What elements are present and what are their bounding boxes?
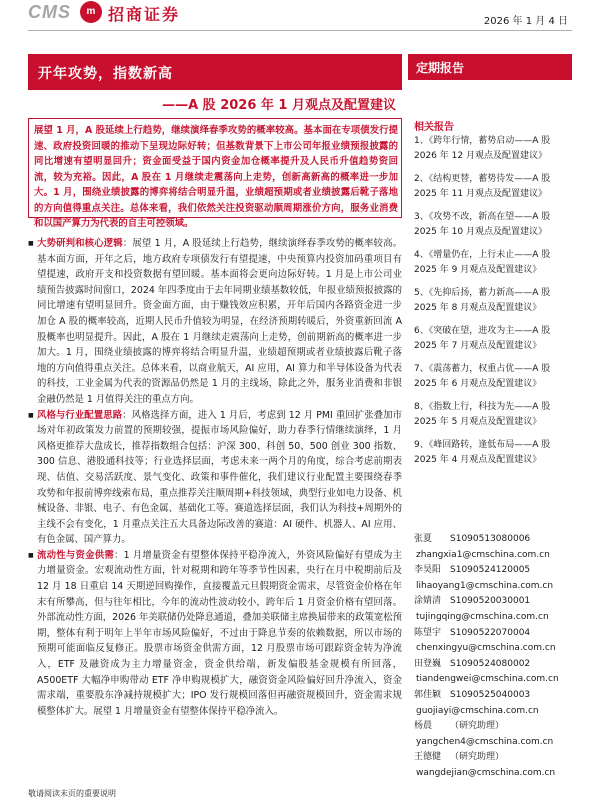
analyst-row	[414, 532, 574, 548]
logo-cn: 招商证券	[108, 5, 181, 24]
related-report-link[interactable]: 8、《指数上行，科技为先——A 股 2025 年 5 月观点及配置建议》	[414, 402, 551, 427]
analyst-email-row	[414, 672, 574, 688]
paragraph-lead: 大势研判和核心逻辑	[37, 238, 123, 249]
analyst-email[interactable]: tiandengwei@cmschina.com.cn	[416, 674, 559, 685]
paragraph-text: ：风格选择方面，进入 1 月后，考虑到 12 月 PMI 重回扩张叠加市场对年初政策发力前置的预期较强，提振市场风险偏好，助力春季行情继续演绎，1 月风格更推荐大盘成长，推荐指数组合包括：沪深 300、科创 50、500 创业 300 指数、300 信息、港股通科技等；行业选择层面，考虑未来一两个月的角度，综合考虑前期表现、估值、交易活跃度、景气变化、政策和事件催化，我们建议行业配置主要围绕春季攻势和年报前博弈线索布局，重点推荐关注顺周期+科技领域，典型行业如电力设备、机械设备、非银、电子、有色金属、基础化工等。赛道选择层面，我们认为科技+周期外的主线不会有变化，1 月重点关注五大具备边际改善的赛道：AI 硬件、机器人、AI 应用、有色金属、国产算力。	[37, 409, 402, 546]
report-subtitle: ——A 股 2026 年 1 月观点及配置建议	[162, 98, 396, 113]
logo-seal-icon: m	[80, 1, 102, 23]
related-reports-title: 相关报告	[414, 122, 454, 133]
analyst-row	[414, 626, 574, 642]
paragraph-liquidity	[28, 548, 402, 720]
summary-box	[28, 118, 402, 229]
analyst-name: 王德健	[414, 752, 442, 763]
report-body	[28, 236, 402, 784]
related-report-link[interactable]: 1、《跨年行情，蓄势启动——A 股 2026 年 12 月观点及配置建议》	[414, 136, 551, 161]
paragraph-text: ：展望 1 月，A 股延续上行趋势，继续演绎春季攻势的概率较高。基本面方面，开年之后，地方政府专项债发行有望提速，中央预算内投资加码重项目有望提速，政府开支和投资数据有望回暖。基本面将会更向边际好转。1 月是上市公司业绩预告披露时间窗口，2024 年四季度由于去年同期业绩基数较低，年报业绩预报披露的同比增速有望明显回升。资金面方面，由于赚钱效应积累，开年后国内各路资金进一步加仓 A 股的概率较高，近期人民币升值较为明显，在经济预期转暖后，外资重新回流 A 股概率也明显提升。因此，A 股在 1 月继续走震荡向上走势，创前期新高的概率进一步加大。1 月，围绕业绩披露的博弈将结合明显升温，业绩超预期或者业绩披露后靴子落地的方向值得重点关注。总体来看，以商业航天，AI 应用，AI 算力和半导体设备为代表的科技，工业金属为代表的资源品仍然是 1 月的主线场，除此之外，服务业消费和非银金融仍然是 1 月值得关注的重点方向。	[37, 238, 402, 405]
logo-en: CMS	[28, 2, 71, 22]
analyst-code: S1090525040003	[450, 689, 531, 700]
report-type-label: 定期报告	[416, 61, 465, 75]
analyst-code: S1090522070004	[450, 627, 531, 638]
analyst-email[interactable]: chenxingyu@cmschina.com.cn	[416, 643, 556, 654]
analyst-code: S1090524080002	[450, 658, 531, 669]
related-report-link[interactable]: 5、《先抑后扬，蓄力新高——A 股 2025 年 8 月观点及配置建议》	[414, 288, 551, 313]
analyst-email[interactable]: wangdejian@cmschina.com.cn	[416, 767, 556, 778]
paragraph-style-industry	[28, 408, 402, 548]
footer-disclaimer: 敬请阅读末页的重要说明	[28, 789, 116, 798]
paragraph-lead: 流动性与资金供需	[37, 549, 114, 561]
analyst-email[interactable]: lihaoyang1@cmschina.com.cn	[416, 580, 554, 591]
analyst-email-row	[414, 548, 574, 564]
analyst-code: S1090520030001	[450, 596, 531, 607]
analyst-row	[414, 657, 574, 673]
report-date: 2026 年 1 月 4 日	[483, 16, 568, 27]
analyst-row	[414, 719, 574, 735]
related-report-link[interactable]: 2、《结构更替，蓄势待发——A 股 2025 年 11 月观点及配置建议》	[414, 174, 551, 199]
related-reports-list	[414, 134, 574, 476]
analyst-row	[414, 750, 574, 766]
analyst-email-row	[414, 610, 574, 626]
title-banner	[28, 54, 402, 90]
analyst-email[interactable]: tujingqing@cmschina.com.cn	[416, 611, 549, 622]
analyst-name: 郭佳颖	[414, 689, 442, 700]
analyst-name: 杨晨	[414, 721, 433, 732]
analyst-email-row	[414, 735, 574, 751]
analyst-code: S1090524120005	[450, 565, 531, 576]
analyst-name: 张夏	[414, 534, 433, 544]
analyst-row	[414, 563, 574, 579]
analyst-email-row	[414, 766, 574, 782]
report-type-banner	[408, 54, 572, 80]
summary-text: 展望 1 月，A 股延续上行趋势，继续演绎春季攻势的概率较高。基本面在专项债发行提速、政府投资回暖的推动下呈现边际好转；但基数背景下上市公司年报业绩预报披露的同比增速有望明显回升；资金面受益于国内资金加仓概率提升及人民币升值趋势资回流，较为充裕。因此，A 股在 1 月继续走震荡向上走势，创新高新高的概率进一步加大。1 月，围绕业绩披露的博弈将结合明显升温，业绩超预期或者业绩披露后靴子落地的方向值得重点关注。总体来看，我们依然关注投资驱动顺周期涨价方向，服务业消费和以国产算力为代表的自主可控领域。	[34, 125, 398, 229]
analyst-email-row	[414, 704, 574, 720]
analyst-email[interactable]: yangchen4@cmschina.com.cn	[416, 736, 554, 747]
analyst-email-row	[414, 641, 574, 657]
analyst-row	[414, 688, 574, 704]
analyst-name: 涂婧清	[414, 596, 442, 607]
paragraph-text: ：1 月增量资金有望整体保持平稳净流入，外资风险偏好有望成为主力增量资金。宏观流动性方面，针对税期和跨年等季节性因素，央行在月中税期前后及 12 月 18 日重启 14 天期逆回购操作，直接覆盖元旦假期资金需求，尽管资金价格在年末有所攀高，但与往年相比，今年的流动性波动较小，跨年后 1 月资金价格有望回落。外部流动性方面，2026 年美联储仍处降息通道，叠加美联储主席换届带来的政策宽松预期，整体有利于明年上半年市场风险偏好，不过由于降息节奏的依赖数据，所以市场的预期可能面临反复修正。股票市场资金供需方面，12 月股票市场可跟踪资金转为净流入，ETF 及融资成为主力增量资金，资金供给端，新发偏股基金规模有所回落，A500ETF 大幅净申购带动 ETF 净申购规模扩大，融资资金风险偏好回升净流入，资金需求端，重要股东净减持规模扩大；IPO 发行规模回落但再融资规模回升，资金需求规模整体扩大。展望 1 月增量资金有望整体保持平稳净流入。	[37, 549, 402, 717]
related-report-link[interactable]: 7、《震荡蓄力，权重占优——A 股 2025 年 6 月观点及配置建议》	[414, 364, 551, 389]
analyst-email-row	[414, 579, 574, 595]
analyst-code: （研究助理）	[450, 721, 505, 732]
analyst-name: 陈望宇	[414, 627, 442, 638]
analyst-row	[414, 594, 574, 610]
analyst-code: S1090513080006	[450, 534, 531, 544]
analyst-name: 李昊阳	[414, 565, 442, 576]
company-logo	[28, 0, 218, 26]
analyst-code: （研究助理）	[450, 752, 505, 763]
analyst-email[interactable]: guojiayi@cmschina.com.cn	[416, 705, 539, 716]
paragraph-market-outlook	[28, 236, 402, 408]
analyst-name: 田登巍	[414, 658, 442, 669]
related-report-link[interactable]: 6、《突破在望，进攻为主——A 股 2025 年 7 月观点及配置建议》	[414, 326, 551, 351]
paragraph-lead: 风格与行业配置思路	[37, 409, 123, 421]
header-divider	[28, 30, 572, 31]
analyst-email[interactable]: zhangxia1@cmschina.com.cn	[416, 549, 550, 560]
analyst-list	[414, 532, 574, 782]
report-title: 开年攻势，指数新高	[38, 66, 173, 82]
related-report-link[interactable]: 3、《攻势不改，新高在望——A 股 2025 年 10 月观点及配置建议》	[414, 212, 551, 237]
related-report-link[interactable]: 4、《增量仍在，上行未止——A 股 2025 年 9 月观点及配置建议》	[414, 250, 551, 275]
related-report-link[interactable]: 9、《峰回路转，逢低布局——A 股 2025 年 4 月观点及配置建议》	[414, 440, 551, 465]
